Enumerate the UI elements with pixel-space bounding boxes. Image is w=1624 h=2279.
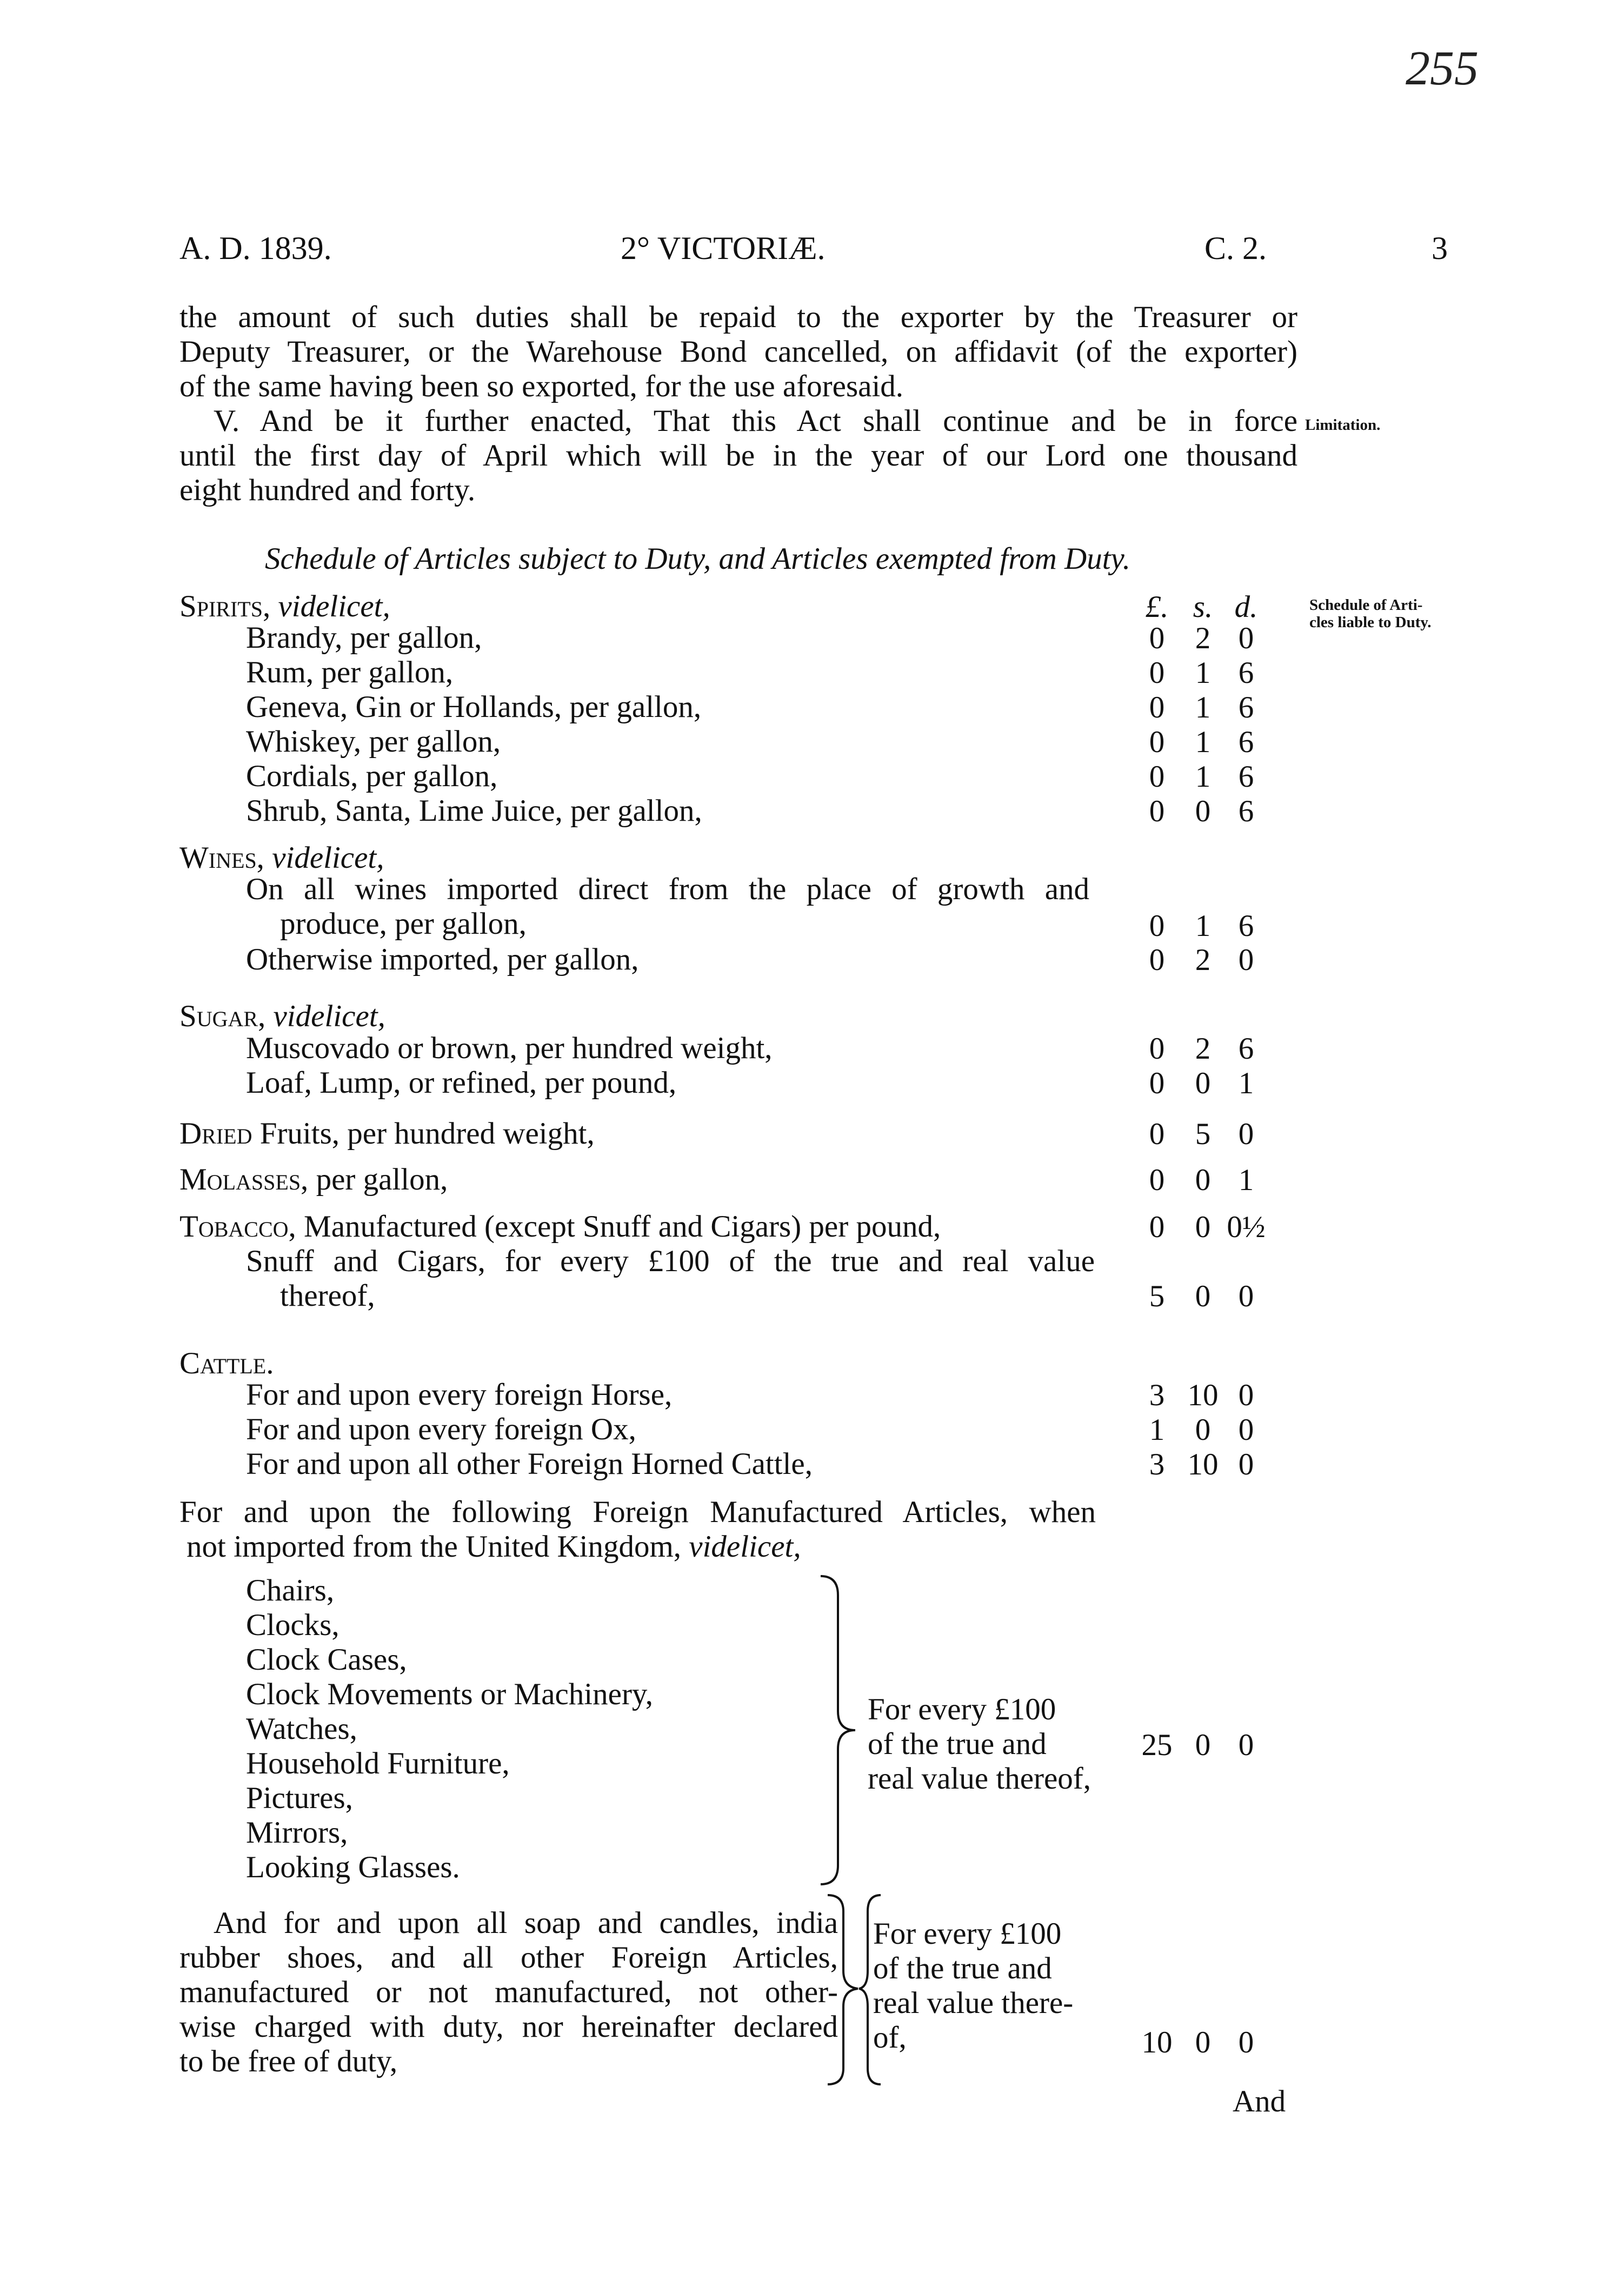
catchword: And [1233, 2084, 1286, 2118]
item-shillings: 10 [1187, 1378, 1219, 1412]
soap-line: rubber shoes, and all other Foreign Articles, [179, 1941, 838, 1975]
item-label-rest: Fruits, per hundred weight, [252, 1117, 595, 1151]
body-line: V. And be it further enacted, That this Act shall continue and be in force [214, 404, 1297, 438]
manufactured-article: Mirrors, [246, 1816, 348, 1850]
item-pounds: 0 [1149, 725, 1165, 759]
item-shillings: 1 [1195, 909, 1211, 943]
item-pounds: 0 [1149, 656, 1165, 690]
manufactured-shillings: 0 [1195, 1728, 1211, 1762]
item-pence: 6 [1238, 725, 1254, 759]
item-label: Snuff and Cigars, for every £100 of the true and real value [246, 1244, 1095, 1278]
item-pence: 6 [1238, 909, 1254, 943]
item-pounds: 0 [1149, 1032, 1165, 1066]
item-pence: 0 [1238, 1279, 1254, 1313]
item-label: For and upon all other Foreign Horned Cattle, [246, 1447, 813, 1481]
manufactured-intro [187, 1530, 801, 1564]
item-shillings: 0 [1195, 794, 1211, 828]
section-sub: videlicet, [273, 999, 385, 1033]
body-line: the amount of such duties shall be repaid to the exporter by the Treasurer or [179, 300, 1297, 334]
section-name: Wines, [179, 841, 264, 875]
section-name: Spirits, [179, 589, 271, 623]
manufactured-rate-line: real value thereof, [868, 1762, 1091, 1796]
item-label: For and upon every foreign Horse, [246, 1378, 673, 1412]
item-pounds: 0 [1149, 621, 1165, 655]
item-pence: 6 [1238, 656, 1254, 690]
item-pence: 6 [1238, 794, 1254, 828]
item-pence: 0 [1238, 943, 1254, 977]
manufactured-article: Household Furniture, [246, 1746, 510, 1780]
item-shillings: 0 [1195, 1413, 1211, 1447]
item-pounds: 5 [1149, 1279, 1165, 1313]
item-pence: 1 [1238, 1066, 1254, 1100]
soap-rate-line: For every £100 [873, 1917, 1062, 1951]
item-label-rest: per gallon, [308, 1162, 448, 1197]
section-heading: Cattle. [179, 1346, 274, 1380]
manufactured-article: Chairs, [246, 1573, 335, 1607]
item-shillings: 0 [1195, 1210, 1211, 1244]
right-brace [816, 1573, 860, 1887]
item-label: Shrub, Santa, Lime Juice, per gallon, [246, 794, 702, 828]
section-heading [179, 841, 384, 875]
margin-note-schedule: Schedule of Arti- [1309, 596, 1423, 614]
item-label-rest: Manufactured (except Snuff and Cigars) per pound, [296, 1210, 941, 1244]
item-shillings: 0 [1195, 1163, 1211, 1197]
manufactured-intro-italic: videlicet, [689, 1530, 801, 1564]
item-label: Whiskey, per gallon, [246, 725, 501, 759]
item-pounds: 1 [1149, 1413, 1165, 1447]
item-label: Cordials, per gallon, [246, 759, 498, 793]
item-label: For and upon every foreign Ox, [246, 1412, 636, 1446]
item-pounds: 0 [1149, 690, 1165, 725]
item-pounds: 0 [1149, 1210, 1165, 1244]
item-pounds: 0 [1149, 943, 1165, 977]
body-line: of the same having been so exported, for the use aforesaid. [179, 369, 904, 403]
item-pounds: 3 [1149, 1447, 1165, 1481]
manufactured-article: Pictures, [246, 1781, 353, 1815]
soap-rate-line: of, [873, 2021, 907, 2055]
item-shillings: 1 [1195, 760, 1211, 794]
item-shillings: 1 [1195, 725, 1211, 759]
item-shillings: 1 [1195, 656, 1211, 690]
item-label: Muscovado or brown, per hundred weight, [246, 1031, 773, 1065]
section-heading [179, 589, 390, 624]
item-label: Loaf, Lump, or refined, per pound, [246, 1066, 677, 1100]
header-year: A. D. 1839. [179, 230, 332, 266]
item-label: Geneva, Gin or Hollands, per gallon, [246, 690, 702, 724]
item-label-continued: produce, per gallon, [280, 907, 527, 941]
body-line: eight hundred and forty. [179, 473, 476, 507]
manufactured-intro-text: not imported from the United Kingdom, [187, 1530, 689, 1564]
manufactured-pounds: 25 [1141, 1728, 1173, 1762]
body-line: until the first day of April which will be in the year of our Lord one thousand [179, 438, 1297, 473]
item-shillings: 5 [1195, 1117, 1211, 1151]
item-pence: 0 [1238, 621, 1254, 655]
soap-pounds: 10 [1141, 2025, 1173, 2059]
item-label: On all wines imported direct from the place of growth and [246, 872, 1089, 906]
item-pence: 0 [1238, 1117, 1254, 1151]
margin-note-schedule: cles liable to Duty. [1309, 614, 1432, 631]
section-heading [179, 999, 385, 1034]
item-label: Otherwise imported, per gallon, [246, 942, 639, 976]
item-shillings: 2 [1195, 943, 1211, 977]
pounds-column-head: £. [1145, 590, 1169, 624]
section-name: Sugar, [179, 999, 266, 1033]
soap-line: manufactured or not manufactured, not other- [179, 1975, 838, 2009]
item-pounds: 0 [1149, 1163, 1165, 1197]
margin-note-limitation: Limitation. [1305, 416, 1381, 434]
header-chapter: C. 2. [1204, 230, 1267, 266]
item-label: Rum, per gallon, [246, 655, 454, 689]
item-shillings: 10 [1187, 1447, 1219, 1481]
item-label-caps: Dried [179, 1117, 252, 1151]
manufactured-article: Watches, [246, 1712, 357, 1746]
manufactured-article: Looking Glasses. [246, 1850, 460, 1884]
section-sub: videlicet, [272, 841, 384, 875]
manufactured-intro: For and upon the following Foreign Manufactured Articles, when [179, 1495, 1096, 1529]
item-pence: 0 [1238, 1378, 1254, 1412]
item-label [179, 1210, 941, 1244]
section-sub: videlicet, [278, 589, 390, 623]
item-pounds: 3 [1149, 1378, 1165, 1412]
item-label [179, 1162, 448, 1197]
pence-column-head: d. [1234, 590, 1258, 624]
soap-line: And for and upon all soap and candles, india [214, 1906, 838, 1940]
manufactured-rate-line: of the true and [868, 1727, 1047, 1761]
manufactured-article: Clock Movements or Machinery, [246, 1677, 653, 1711]
soap-line: to be free of duty, [179, 2044, 398, 2078]
header-reign: 2° VICTORIÆ. [621, 230, 826, 266]
item-shillings: 2 [1195, 1032, 1211, 1066]
soap-pence: 0 [1238, 2025, 1254, 2059]
item-pence: 1 [1238, 1163, 1254, 1197]
item-pounds: 0 [1149, 794, 1165, 828]
schedule-title: Schedule of Articles subject to Duty, and Articles exempted from Duty. [265, 542, 1130, 576]
manufactured-article: Clock Cases, [246, 1643, 407, 1677]
soap-shillings: 0 [1195, 2025, 1211, 2059]
item-label-caps: Tobacco, [179, 1210, 296, 1244]
item-pence: 0½ [1227, 1210, 1266, 1244]
item-shillings: 2 [1195, 621, 1211, 655]
manufactured-pence: 0 [1238, 1728, 1254, 1762]
item-pence: 6 [1238, 1032, 1254, 1066]
body-line: Deputy Treasurer, or the Warehouse Bond cancelled, on affidavit (of the exporter) [179, 335, 1297, 369]
item-shillings: 0 [1195, 1066, 1211, 1100]
item-label: Brandy, per gallon, [246, 621, 482, 655]
item-pence: 6 [1238, 690, 1254, 725]
item-pounds: 0 [1149, 909, 1165, 943]
soap-rate-line: real value there- [873, 1986, 1074, 2020]
item-pence: 0 [1238, 1413, 1254, 1447]
item-pounds: 0 [1149, 1117, 1165, 1151]
item-label-caps: Molasses, [179, 1162, 309, 1197]
item-label-continued: thereof, [280, 1279, 375, 1313]
item-shillings: 0 [1195, 1279, 1211, 1313]
item-label [179, 1117, 595, 1151]
shillings-column-head: s. [1193, 590, 1213, 624]
header-page-number: 3 [1432, 230, 1448, 266]
soap-line: wise charged with duty, nor hereinafter declared [179, 2010, 838, 2044]
item-pounds: 0 [1149, 1066, 1165, 1100]
item-pence: 0 [1238, 1447, 1254, 1481]
item-pounds: 0 [1149, 760, 1165, 794]
soap-rate-line: of the true and [873, 1951, 1052, 1985]
item-shillings: 1 [1195, 690, 1211, 725]
item-pence: 6 [1238, 760, 1254, 794]
folio-number: 255 [1406, 42, 1479, 95]
manufactured-rate-line: For every £100 [868, 1692, 1056, 1726]
manufactured-article: Clocks, [246, 1608, 340, 1642]
